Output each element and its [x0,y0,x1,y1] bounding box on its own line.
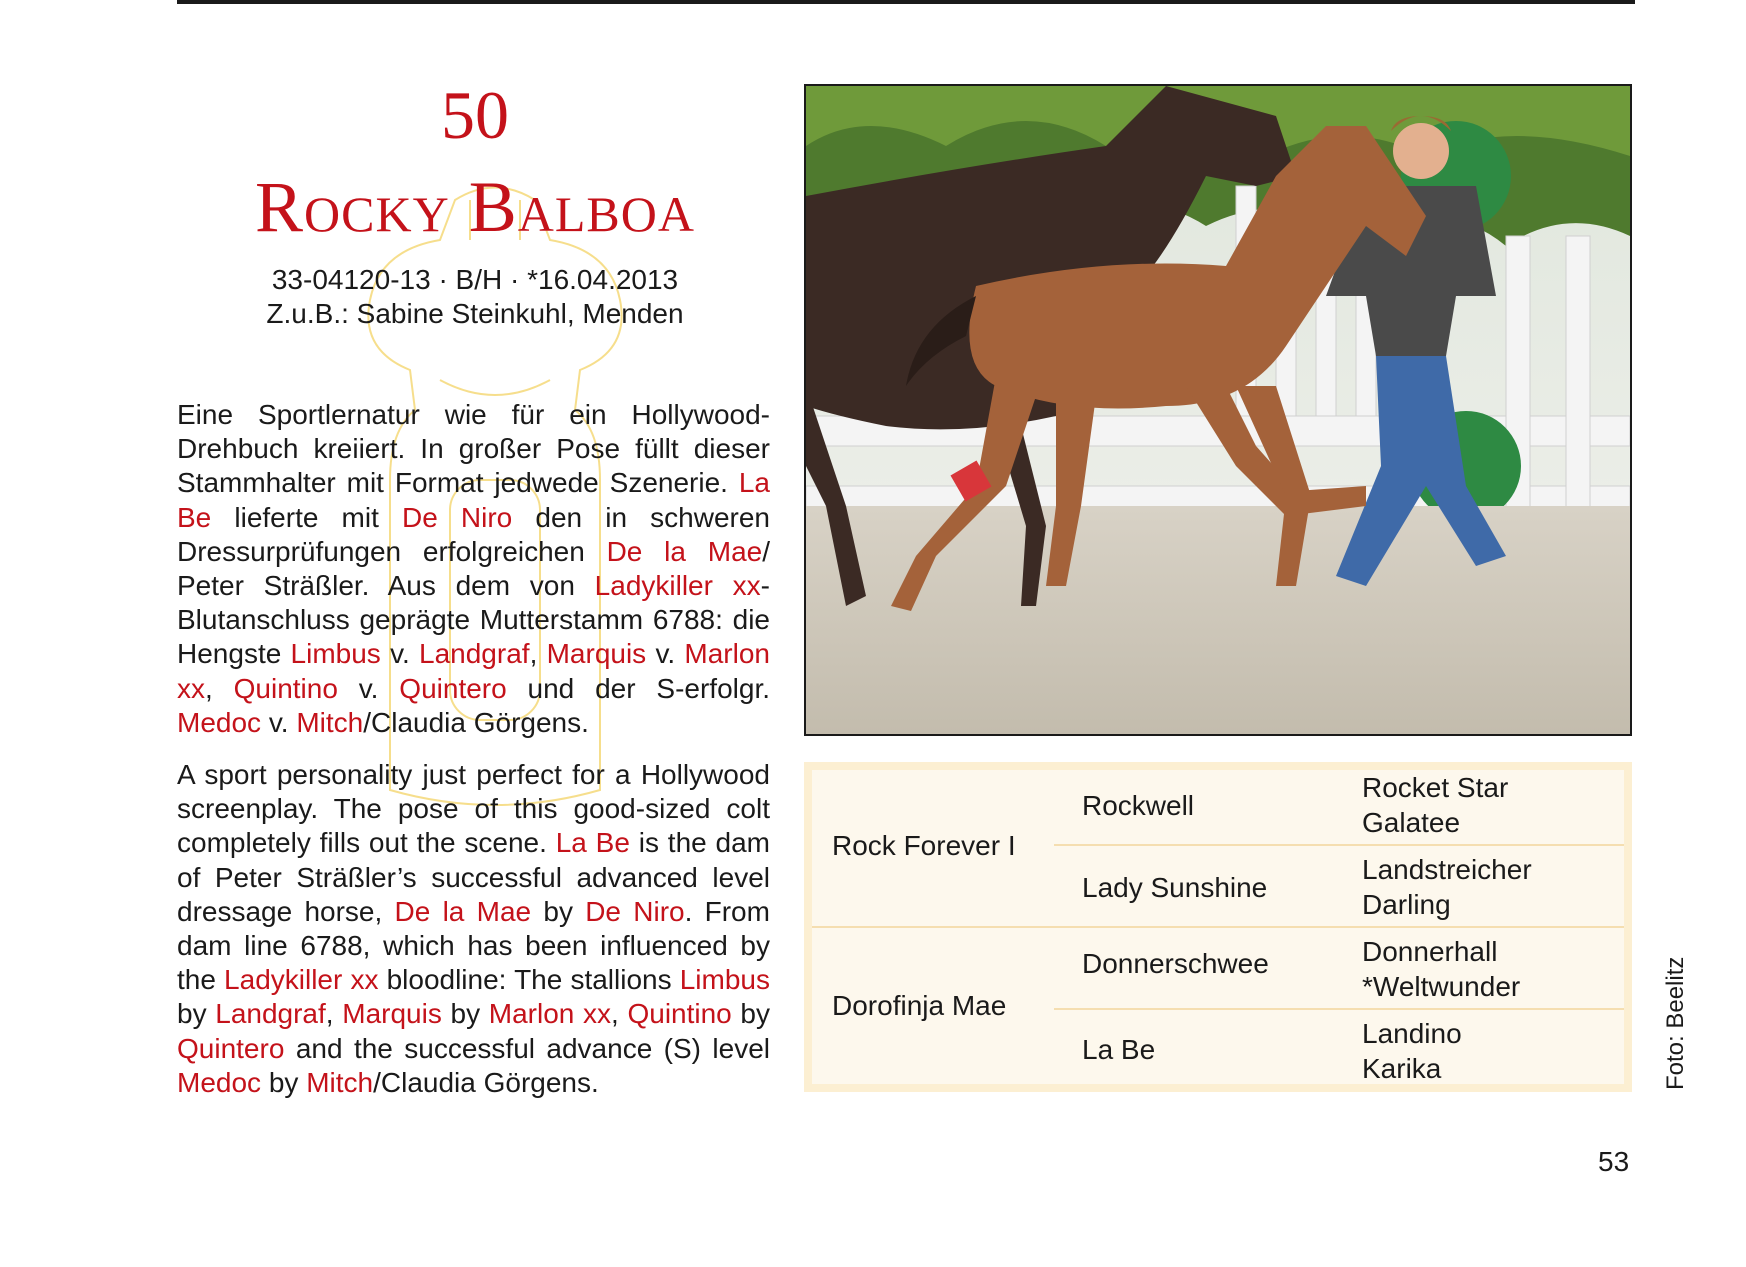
text-run: den in schweren Dressurprüfungen erfolgreichen [177,501,770,567]
horse-name-link: Marlon xx [177,638,770,704]
text-run: /Claudia Görgens. [373,1066,599,1098]
registration-line: 33-04120-13 · B/H · *16.04.2013 [271,264,679,295]
pedigree-dam: Dorofinja Mae [832,990,1007,1021]
horse-name-link: Limbus [290,638,381,670]
horse-name-link: Quintino [233,672,338,704]
pedigree-ss-dam: Galatee [1362,807,1461,838]
text-run: A sport personality just perfect for a Hollywood screenplay. The pose of this good-sized colt completely fills out the scene. [177,759,770,859]
pedigree-sire: Rock Forever I [832,830,1016,861]
text-run: , [205,672,234,704]
text-run: , [325,998,343,1030]
horse-name-link: Medoc [177,1066,262,1098]
horse-name-link: Marlon xx [488,998,612,1030]
horse-name-link: Marquis [546,638,647,670]
text-run: / Peter Sträßler. Aus dem von [177,535,770,602]
horse-name-link: Quintero [399,672,507,704]
pedigree-dam-sire: Donnerschwee [1082,948,1269,979]
text-run: v. [646,638,685,670]
pedigree-table [804,762,1632,1092]
horse-name-link: La Be [555,827,630,859]
text-run: bloodline: The stallions [378,964,680,996]
top-rule [177,0,1635,4]
horse-name-link: De la Mae [394,895,532,927]
text-run: v. [261,706,297,738]
pedigree-divider [1054,1008,1624,1010]
pedigree-inner [812,770,1624,1084]
description-english [177,758,770,1100]
pedigree-ds-dam: *Weltwunder [1362,971,1521,1002]
pedigree-dd-sire: Landino [1362,1018,1462,1049]
horse-name-link: Marquis [342,998,442,1030]
pedigree-sire-dam: Lady Sunshine [1082,872,1268,903]
pedigree-sd-sire: Landstreicher [1362,854,1532,885]
horse-name-link: Limbus [679,964,770,996]
horse-name-link: La Be [177,467,770,533]
text-run: und der S-erfolgr. [506,672,770,704]
text-run: by [261,1066,307,1098]
horse-name-link: Ladykiller xx [594,570,761,602]
photo-credit: Foto: Beelitz [1662,956,1689,1090]
mare-and-foal-illustration [806,86,1630,734]
horse-name-link: Mitch [306,1066,374,1098]
horse-name-link: Mitch [296,706,364,738]
horse-name-link: De Niro [402,501,513,533]
pedigree-ss-sire: Rocket Star [1362,772,1509,803]
horse-name-link: Landgraf [419,638,530,670]
horse-name-link: Quintero [177,1032,285,1064]
pedigree-sire-sire: Rockwell [1082,790,1195,821]
breeder-line: Z.u.B.: Sabine Steinkuhl, Menden [266,298,684,329]
pedigree-sd-dam: Darling [1362,889,1451,920]
horse-name-link: De la Mae [606,535,763,567]
text-run: . From dam line 6788, which has been influenced by the [177,895,770,996]
pedigree-dd-dam: Karika [1362,1053,1442,1084]
description-german [177,398,770,740]
text-run: v. [337,672,400,704]
text-run: -Blutanschluss geprägte Mutterstamm 6788: die Hengste [177,570,770,670]
text-run: , [611,998,628,1030]
pedigree-dam-dam: La Be [1082,1034,1156,1065]
text-run: and the successful advance (S) level [284,1032,770,1064]
horse-photo [804,84,1632,736]
horse-name-link: Ladykiller xx [224,964,379,996]
horse-name: Rocky Balboa [255,167,695,247]
text-run: , [529,638,547,670]
horse-name-link: Medoc [177,706,262,738]
horse-name-link: Landgraf [215,998,326,1030]
text-run: by [441,998,489,1030]
text-run: by [531,895,586,927]
text-run: Eine Sportlernatur wie für ein Hollywood-Drehbuch kreiiert. In großer Pose füllt dieser Stammhalter mit Format jedwede Szenerie. [177,399,770,499]
text-run: /Claudia Görgens. [363,706,589,738]
horse-name-link: Quintino [627,998,732,1030]
text-run: v. [380,638,420,670]
text-run: lieferte mit [211,501,402,533]
text-run: is the dam of Peter Sträßler’s successful advanced level dressage horse, [177,827,771,927]
pedigree-divider [1054,844,1624,846]
pedigree-ds-sire: Donnerhall [1362,936,1498,967]
horse-name-link: De Niro [585,895,685,927]
pedigree-divider [812,926,1624,928]
page-number: 53 [1598,1146,1630,1177]
text-run: by [731,998,771,1030]
lot-number: 50 [441,77,509,153]
text-run: by [177,998,216,1030]
